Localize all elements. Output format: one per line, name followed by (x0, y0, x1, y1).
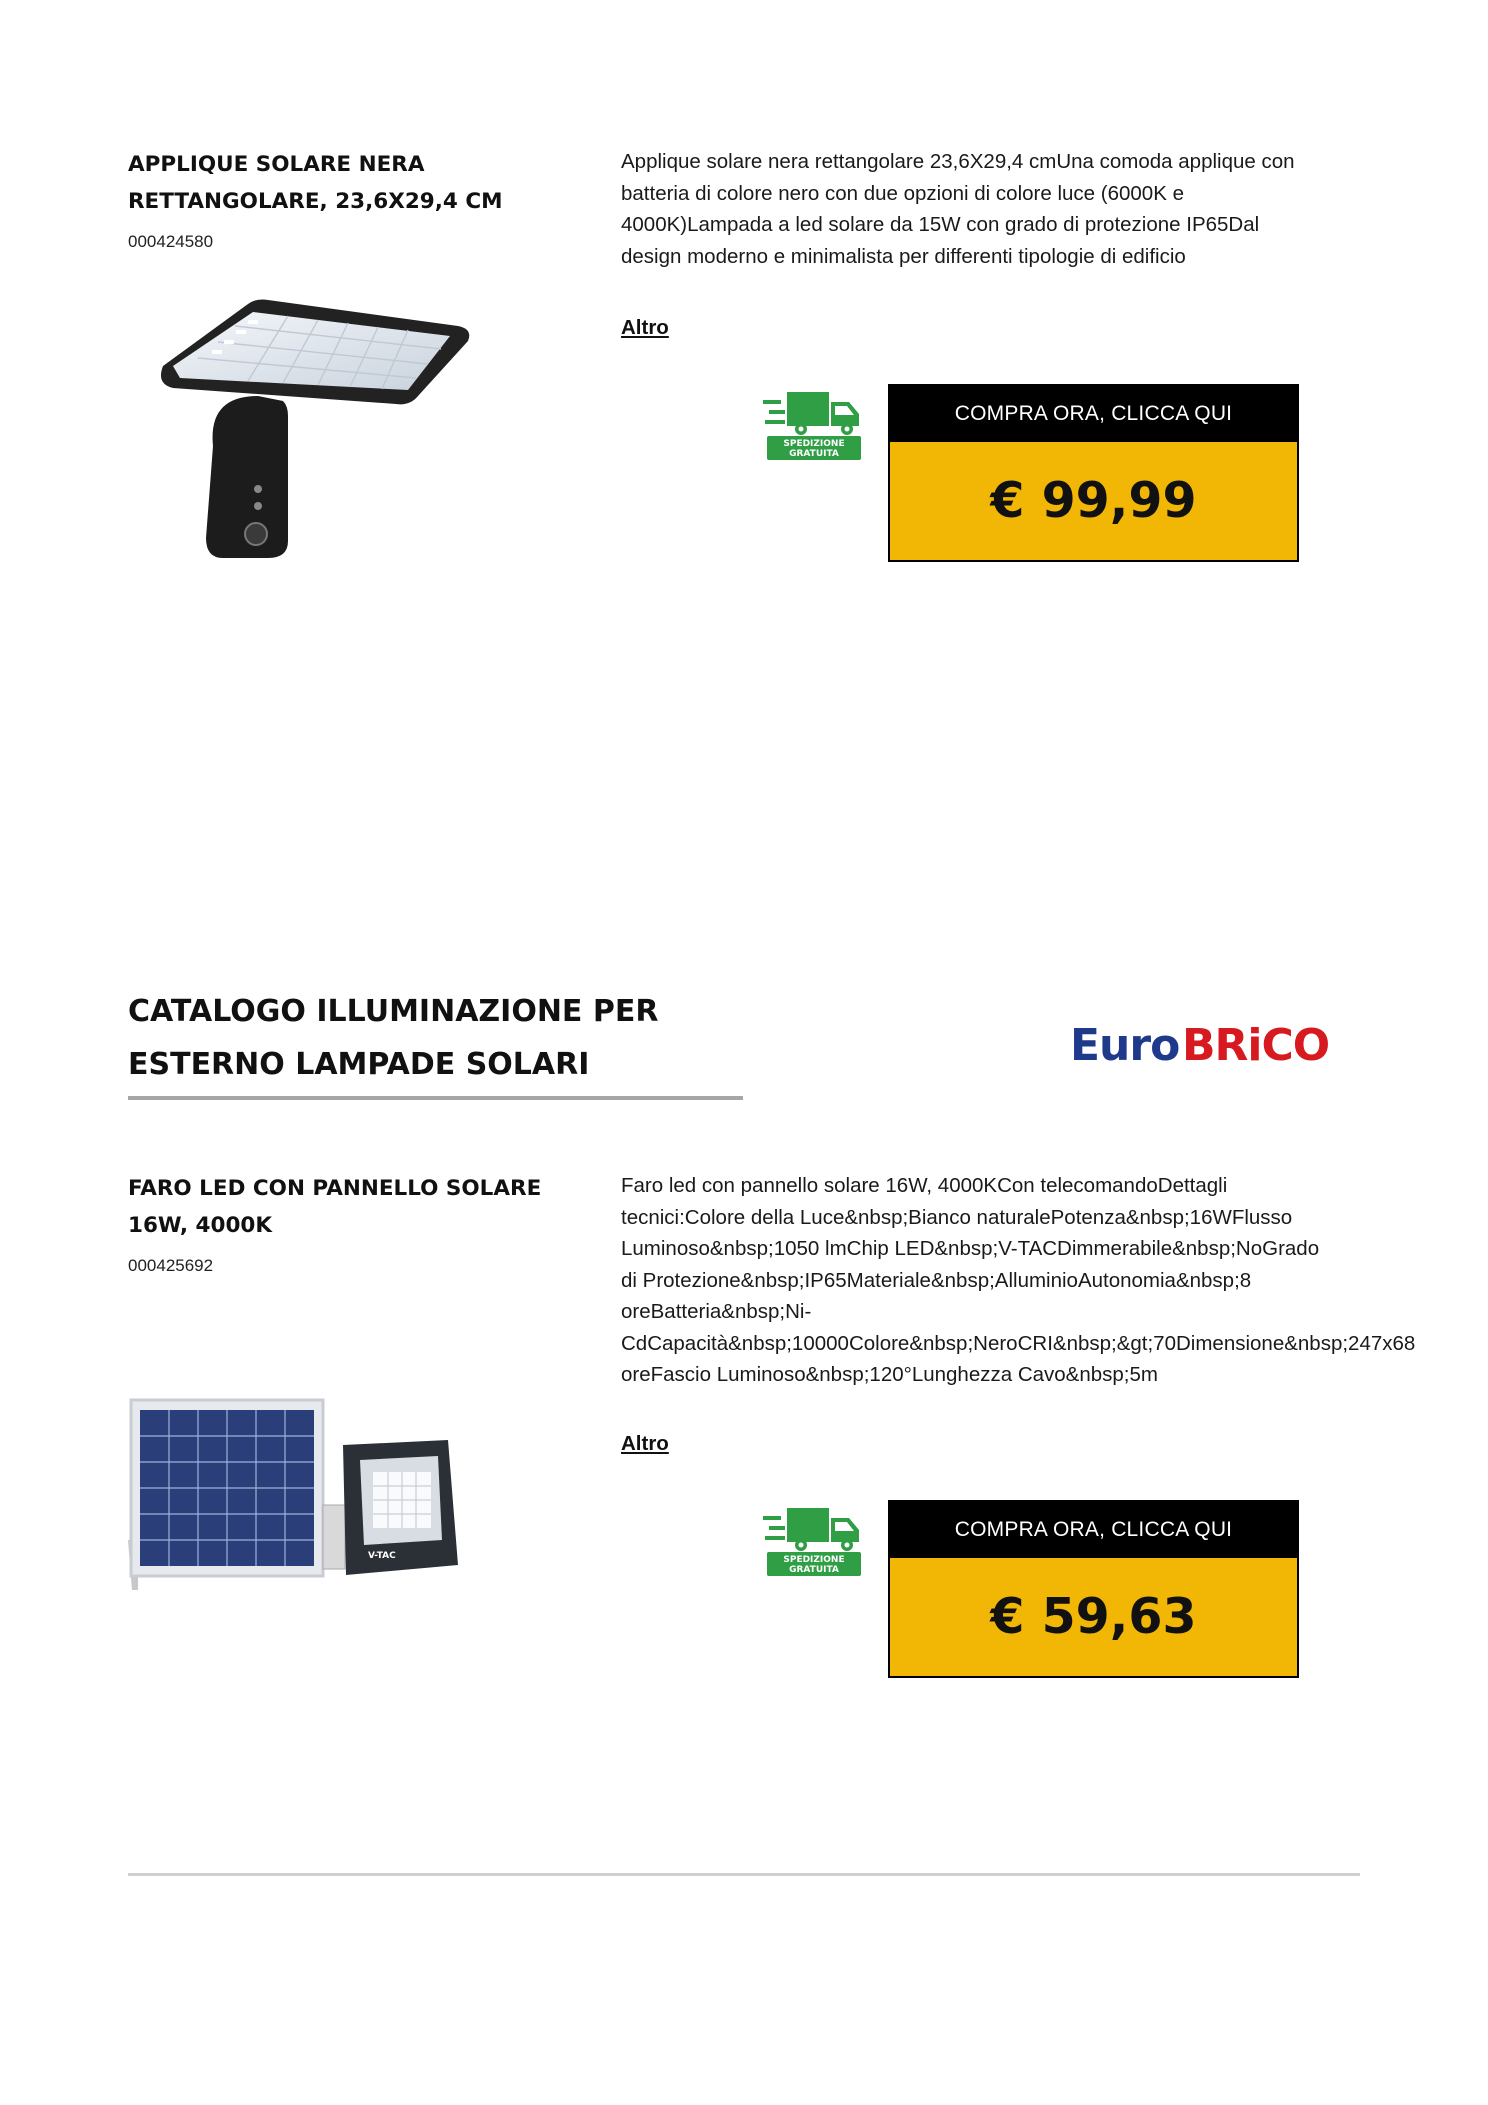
product-price: € 59,63 (990, 1588, 1197, 1645)
product-title: FARO LED CON PANNELLO SOLARE 16W, 4000K (128, 1176, 542, 1238)
free-shipping-truck-icon (763, 1504, 865, 1578)
product-card (128, 1170, 1416, 1690)
product-title: APPLIQUE SOLARE NERA RETTANGOLARE, 23,6X29,4 CM (128, 152, 503, 214)
buy-now-label: COMPRA ORA, CLICCA QUI (890, 1502, 1297, 1558)
product-code: 000425692 (128, 1256, 214, 1275)
product-description: Faro led con pannello solare 16W, 4000KCon telecomandoDettagli tecnici:Colore della Luce&nbsp;Bianco naturalePotenza&nbsp;16WFlusso Luminoso&nbsp;1050 lmChip LED&nbsp;V-TACDimmerabile&nbsp;NoGrado di Protezione&nbsp;IP65Materiale&nbsp;AlluminioAutonomia&nbsp;8 oreBatteria&nbsp;Ni-CdCapacità&nbsp;10000Colore&nbsp;NeroCRI&nbsp;&gt;70Dimensione&nbsp;247x68 oreFascio Luminoso&nbsp;120°Lunghezza Cavo&nbsp;5m (621, 1174, 1416, 1386)
product-image (128, 276, 488, 596)
more-link[interactable]: Altro (621, 1432, 669, 1455)
free-shipping-truck-icon (763, 388, 865, 462)
product-image (128, 1390, 458, 1630)
bottom-divider (128, 1873, 1360, 1876)
buy-now-button[interactable] (888, 384, 1299, 562)
brand-logo (1070, 1018, 1342, 1070)
section-divider (128, 1096, 743, 1100)
buy-now-label: COMPRA ORA, CLICCA QUI (890, 386, 1297, 442)
svg-text:Euro: Euro (1070, 1020, 1180, 1070)
svg-text:V-TAC: V-TAC (368, 1551, 396, 1561)
product-description: Applique solare nera rettangolare 23,6X29,4 cmUna comoda applique con batteria di colore nero con due opzioni di colore luce (6000K e 4000K)Lampada a led solare da 15W con grado di protezione IP65Dal design moderno e minimalista per differenti tipologie di edificio (621, 150, 1295, 268)
product-price: € 99,99 (990, 472, 1197, 529)
svg-text:GRATUITA: GRATUITA (789, 449, 839, 459)
svg-text:GRATUITA: GRATUITA (789, 1565, 839, 1575)
more-link[interactable]: Altro (621, 316, 669, 339)
svg-text:SPEDIZIONE: SPEDIZIONE (783, 439, 845, 449)
buy-now-button[interactable] (888, 1500, 1299, 1678)
svg-text:BRiCO: BRiCO (1182, 1020, 1330, 1070)
product-card (128, 146, 1358, 646)
catalog-section-title: CATALOGO ILLUMINAZIONE PER ESTERNO LAMPADE SOLARI (128, 994, 659, 1082)
product-code: 000424580 (128, 232, 214, 251)
svg-text:SPEDIZIONE: SPEDIZIONE (783, 1555, 845, 1565)
